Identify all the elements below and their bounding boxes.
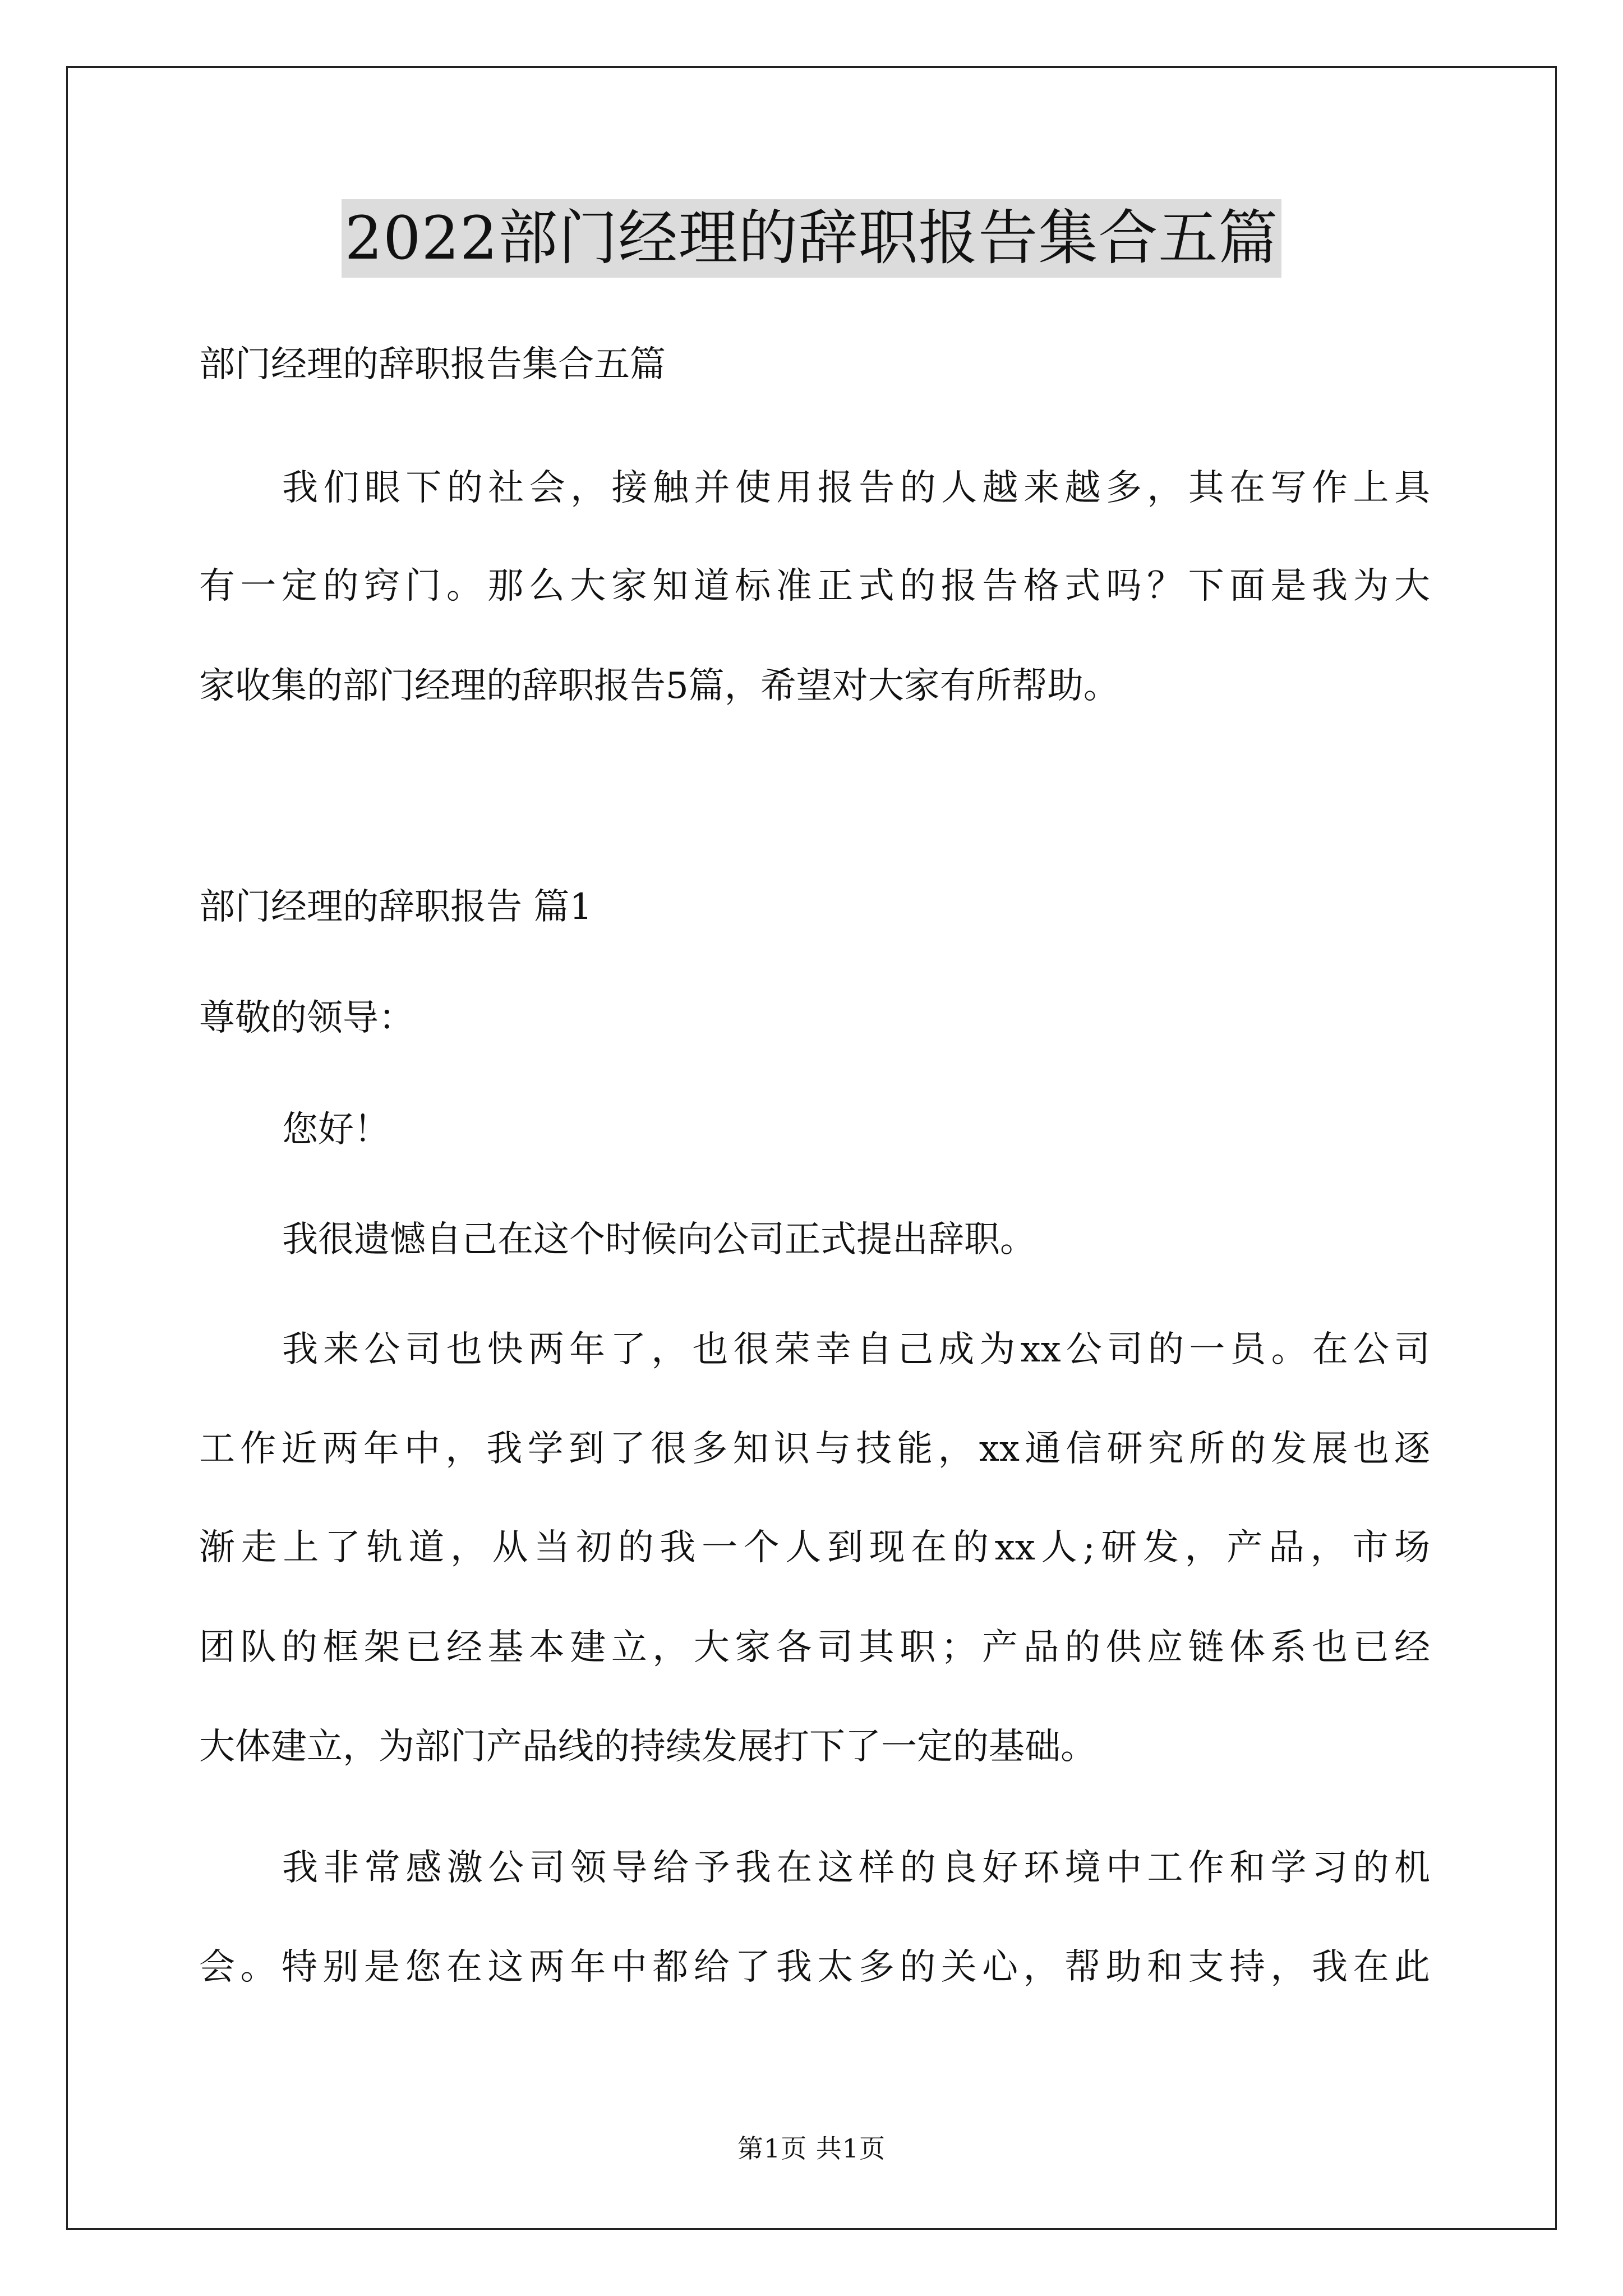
section-heading-1: 部门经理的辞职报告 篇1 [199, 886, 593, 928]
text-line-9: 我来公司也快两年了，也很荣幸自己成为xx公司的一员。在公司 [282, 1329, 1430, 1370]
text-line-10: 工作近两年中，我学到了很多知识与技能，xx通信研究所的发展也逐 [199, 1428, 1430, 1470]
greeting: 您好！ [282, 1109, 390, 1151]
text-line-15: 会。特别是您在这两年中都给了我太多的关心，帮助和支持，我在此 [199, 1947, 1430, 1988]
text-line-13: 大体建立，为部门产品线的持续发展打下了一定的基础。 [199, 1726, 1096, 1768]
document-title: 2022部门经理的辞职报告集合五篇 [342, 199, 1282, 278]
salutation: 尊敬的领导： [199, 997, 414, 1039]
text-line-8: 我很遗憾自己在这个时候向公司正式提出辞职。 [282, 1219, 1036, 1260]
text-line-11: 渐走上了轨道，从当初的我一个人到现在的xx人;研发，产品，市场 [199, 1527, 1430, 1568]
text-line-14: 我非常感激公司领导给予我在这样的良好环境中工作和学习的机 [282, 1847, 1430, 1889]
title-container [0, 199, 1623, 278]
page-footer: 第1页 共1页 [737, 2133, 886, 2164]
text-line-4: 家收集的部门经理的辞职报告5篇，希望对大家有所帮助。 [199, 665, 1119, 707]
text-line-1: 部门经理的辞职报告集合五篇 [199, 344, 666, 385]
text-line-3: 有一定的窍门。那么大家知道标准正式的报告格式吗？下面是我为大 [199, 565, 1430, 607]
text-line-12: 团队的框架已经基本建立，大家各司其职；产品的供应链体系也已经 [199, 1627, 1430, 1668]
text-line-2: 我们眼下的社会，接触并使用报告的人越来越多，其在写作上具 [282, 467, 1430, 509]
